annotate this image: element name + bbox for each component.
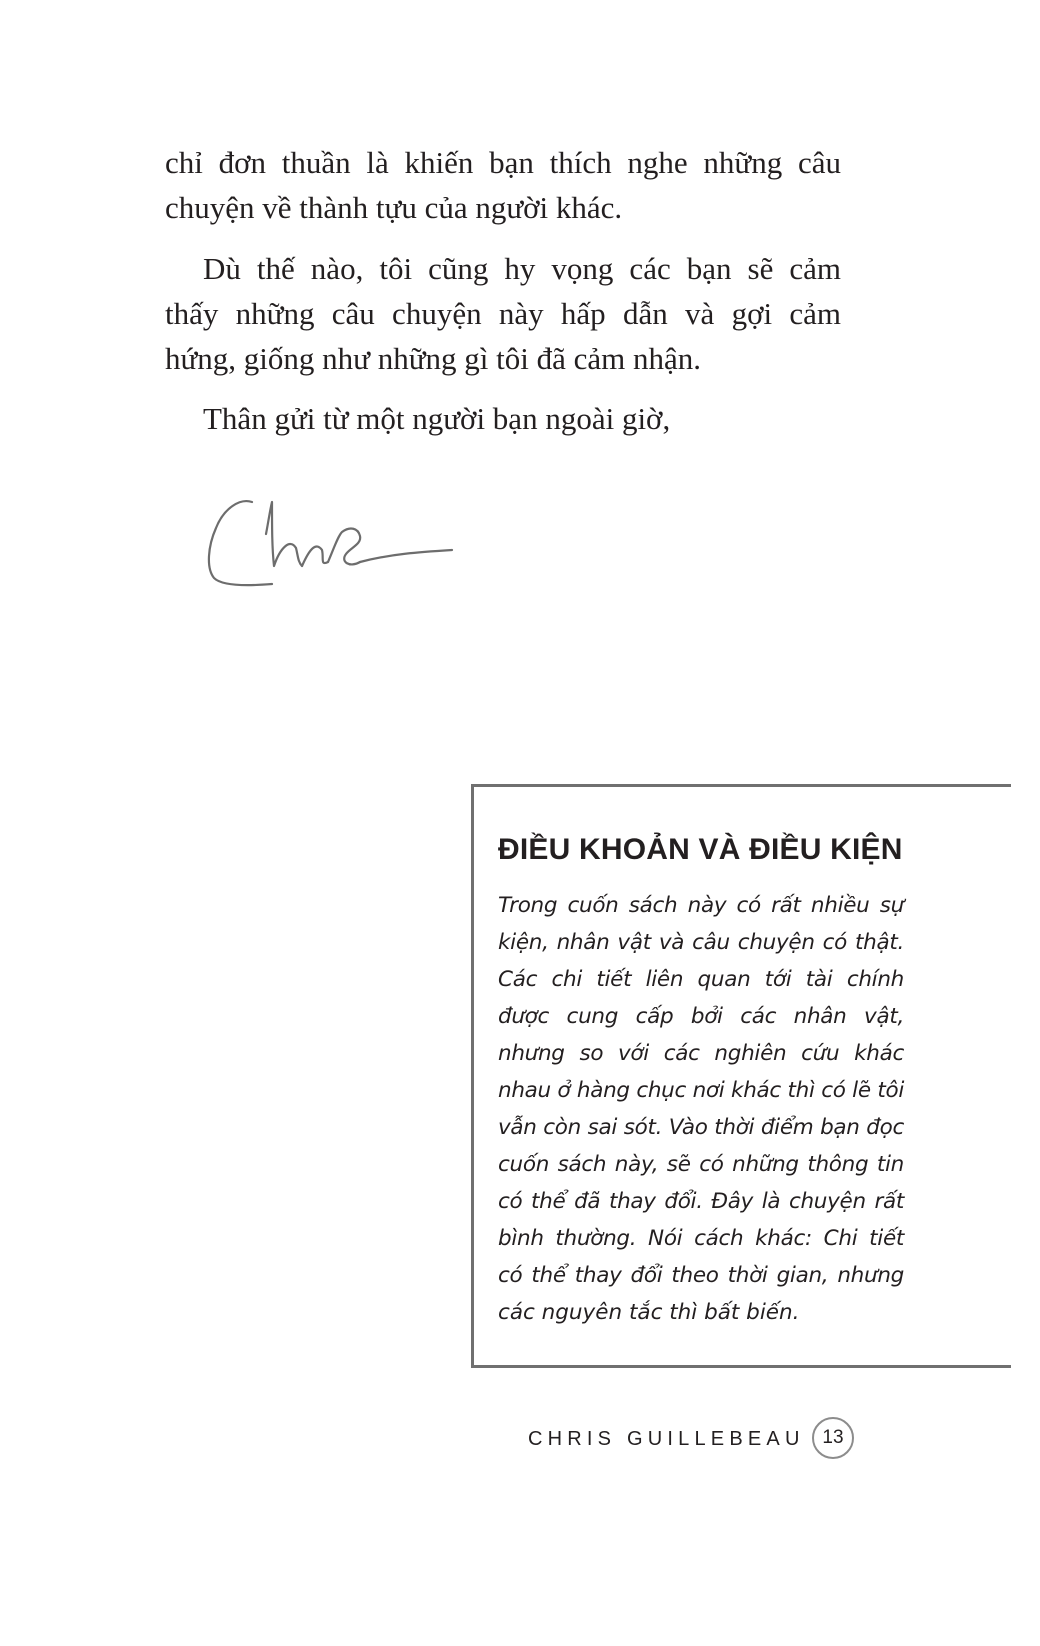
text-line: chuyện về thành tựu của người khác. — [165, 190, 623, 225]
terms-body — [498, 887, 904, 1331]
closing-line — [165, 396, 841, 441]
terms-line: kiện, nhân vật và câu chuyện có thật. — [498, 930, 904, 955]
terms-line: cuốn sách này, sẽ có những thông tin — [498, 1152, 904, 1177]
terms-line: Trong cuốn sách này có rất nhiều sự — [498, 893, 904, 918]
terms-line: Các chi tiết liên quan tới tài chính — [498, 967, 904, 992]
text-line: chỉ đơn thuần là khiến bạn thích nghe những câu — [165, 145, 841, 180]
terms-line: nhưng so với các nghiên cứu khác — [498, 1041, 904, 1066]
footer-author-name: CHRIS GUILLEBEAU — [528, 1428, 805, 1450]
text-line: Thân gửi từ một người bạn ngoài giờ, — [203, 401, 671, 436]
text-line: thấy những câu chuyện này hấp dẫn và gợi cảm — [165, 296, 841, 331]
terms-title: ĐIỀU KHOẢN VÀ ĐIỀU KIỆN — [498, 833, 903, 866]
terms-line: được cung cấp bởi các nhân vật, — [498, 1004, 904, 1029]
terms-line: bình thường. Nói cách khác: Chi tiết — [498, 1226, 904, 1251]
handwritten-signature — [200, 488, 460, 598]
terms-and-conditions-box — [471, 784, 1011, 1368]
terms-line: vẫn còn sai sót. Vào thời điểm bạn đọc — [498, 1115, 904, 1140]
page-number-badge — [812, 1417, 854, 1459]
body-paragraph — [165, 140, 841, 230]
terms-line: các nguyên tắc thì bất biến. — [498, 1300, 800, 1325]
text-line: Dù thế nào, tôi cũng hy vọng các bạn sẽ cảm — [203, 251, 841, 286]
page-number: 13 — [822, 1427, 844, 1448]
terms-line: có thể đã thay đổi. Đây là chuyện rất — [498, 1189, 904, 1214]
terms-line: có thể thay đổi theo thời gian, nhưng — [498, 1263, 904, 1288]
terms-line: nhau ở hàng chục nơi khác thì có lẽ tôi — [498, 1078, 904, 1103]
text-line: hứng, giống như những gì tôi đã cảm nhận. — [165, 341, 702, 376]
body-paragraph — [165, 246, 841, 381]
